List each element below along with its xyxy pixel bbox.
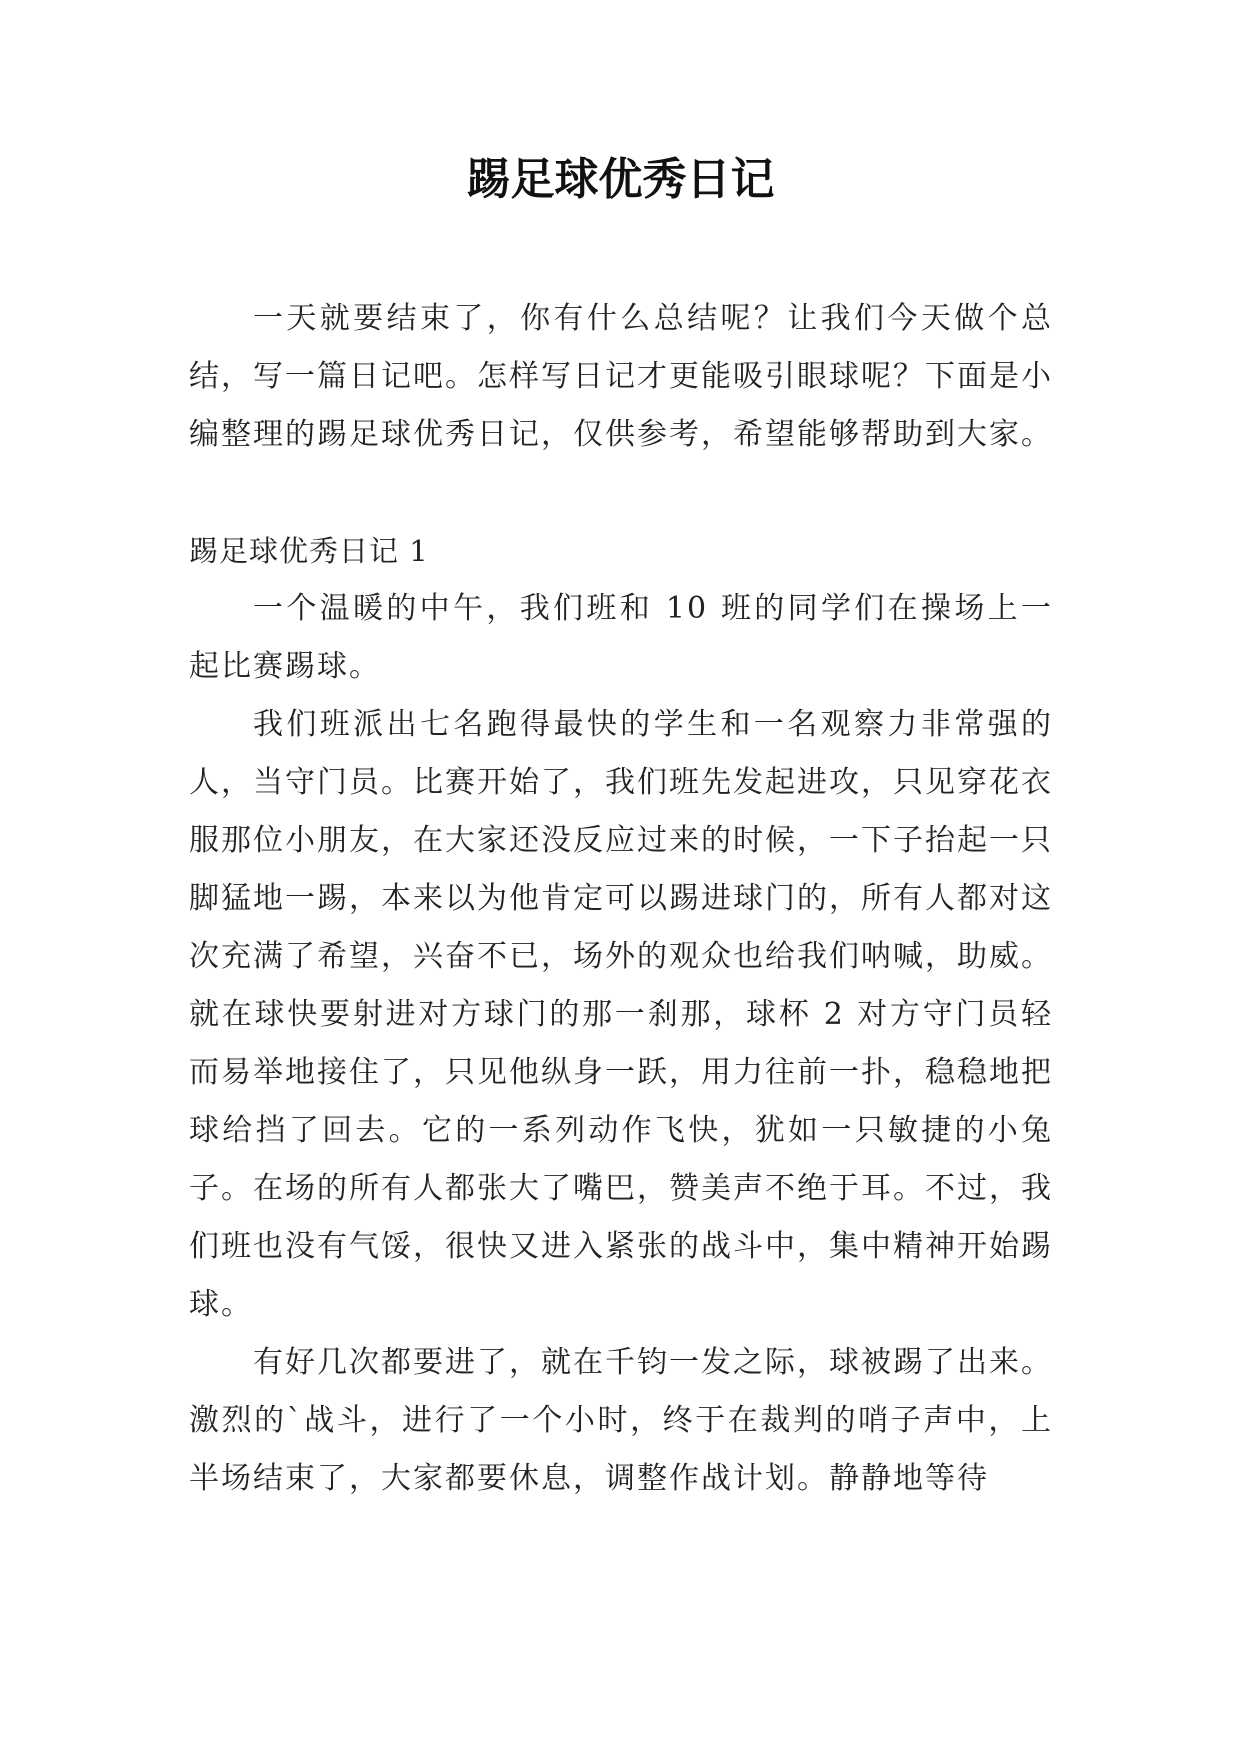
document-title: 踢足球优秀日记 [466,154,775,205]
body-paragraph: 一个温暖的中午，我们班和 10 班的同学们在操场上一起比赛踢球。 [189,591,1053,684]
document-body [189,290,1053,1508]
intro-paragraph: 一天就要结束了，你有什么总结呢？让我们今天做个总结，写一篇日记吧。怎样写日记才更能吸引眼球呢？下面是小编整理的踢足球优秀日记，仅供参考，希望能够帮助到大家。 [189,301,1053,452]
body-paragraph: 我们班派出七名跑得最快的学生和一名观察力非常强的人，当守门员。比赛开始了，我们班先发起进攻，只见穿花衣服那位小朋友，在大家还没反应过来的时候，一下子抬起一只脚猛地一踢，本来以为他肯定可以踢进球门的，所有人都对这次充满了希望，兴奋不已，场外的观众也给我们呐喊，助威。就在球快要射进对方球门的那一刹那，球杯 2 对方守门员轻而易举地接住了，只见他纵身一跃，用力往前一扑，稳稳地把球给挡了回去。它的一系列动作飞快，犹如一只敏捷的小兔子。在场的所有人都张大了嘴巴，赞美声不绝于耳。不过，我们班也没有气馁，很快又进入紧张的战斗中，集中精神开始踢球。 [189,707,1053,1322]
section-heading: 踢足球优秀日记 1 [189,534,429,568]
body-paragraph: 有好几次都要进了，就在千钧一发之际，球被踢了出来。激烈的`战斗，进行了一个小时，终于在裁判的哨子声中，上半场结束了，大家都要休息，调整作战计划。静静地等待 [189,1345,1053,1496]
